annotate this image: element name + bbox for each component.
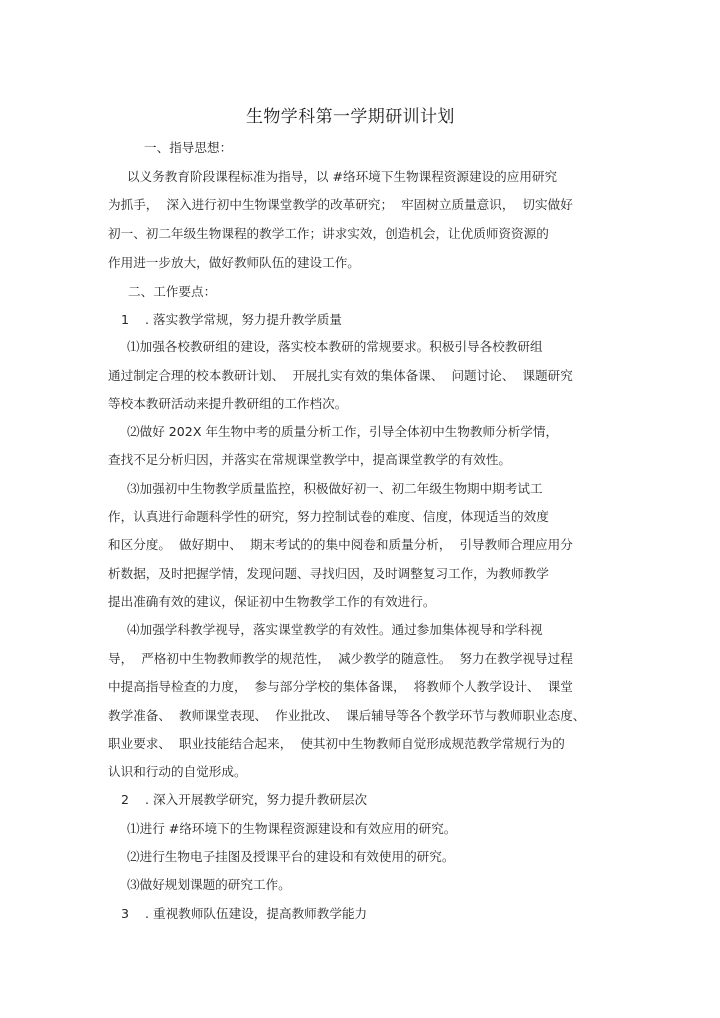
subheading-3: 3 . 重视教师队伍建设，提高教师教学能力 bbox=[121, 906, 368, 921]
paragraph-line: ⑴加强各校教研组的建设，落实校本教研的常规要求。积极引导各校教研组 bbox=[127, 339, 543, 354]
paragraph-line: ⑶做好规划课题的研究工作。 bbox=[127, 877, 291, 892]
paragraph-line: 通过制定合理的校本教研计划、 开展扎实有效的集体备课、 问题讨论、 课题研究 bbox=[108, 368, 573, 383]
paragraph-line: 析数据，及时把握学情，发现问题、寻找归因，及时调整复习工作，为教师教学 bbox=[108, 566, 549, 581]
section-heading-work-points: 二、工作要点： bbox=[128, 284, 217, 299]
paragraph-line: 和区分度。 做好期中、 期末考试的的集中阅卷和质量分析， 引导教师合理应用分 bbox=[108, 537, 573, 552]
paragraph-line: 初一、初二年级生物课程的教学工作；讲求实效，创造机会，让优质师资资源的 bbox=[108, 226, 549, 241]
paragraph-line: 导， 严格初中生物教师教学的规范性， 减少教学的随意性。 努力在教学视导过程 bbox=[108, 651, 573, 666]
paragraph-line: ⑵进行生物电子挂图及授课平台的建设和有效使用的研究。 bbox=[127, 849, 455, 864]
paragraph-line: ⑴进行 #络环境下的生物课程资源建设和有效应用的研究。 bbox=[127, 821, 457, 836]
paragraph-line: 以义务教育阶段课程标准为指导，以 #络环境下生物课程资源建设的应用研究 bbox=[127, 169, 558, 184]
paragraph-line: ⑵做好 202X 年生物中考的质量分析工作，引导全体初中生物教师分析学情， bbox=[127, 424, 559, 439]
paragraph-line: ⑶加强初中生物教学质量监控，积极做好初一、初二年级生物期中期考试工 bbox=[127, 481, 543, 496]
paragraph-line: 教学准备、 教师课堂表现、 作业批改、 课后辅导等各个教学环节与教师职业态度、 bbox=[108, 708, 586, 723]
paragraph-line: 职业要求、 职业技能结合起来， 使其初中生物教师自觉形成规范教学常规行为的 bbox=[108, 736, 565, 751]
section-heading-guiding-thought: 一、指导思想： bbox=[144, 140, 233, 155]
paragraph-line: 中提高指导检查的力度， 参与部分学校的集体备课， 将教师个人教学设计、 课堂 bbox=[108, 679, 573, 694]
paragraph-line: 等校本教研活动来提升教研组的工作档次。 bbox=[108, 396, 348, 411]
document-title: 生物学科第一学期研训计划 bbox=[246, 107, 455, 127]
paragraph-line: 作，认真进行命题科学性的研究，努力控制试卷的难度、信度，体现适当的效度 bbox=[108, 509, 549, 524]
paragraph-line: 查找不足分析归因，并落实在常规课堂教学中，提高课堂教学的有效性。 bbox=[108, 452, 511, 467]
paragraph-line: 为抓手， 深入进行初中生物课堂教学的改革研究； 牢固树立质量意识， 切实做好 bbox=[108, 197, 573, 212]
paragraph-line: ⑷加强学科教学视导，落实课堂教学的有效性。通过参加集体视导和学科视 bbox=[127, 622, 543, 637]
paragraph-line: 提出准确有效的建议，保证初中生物教学工作的有效进行。 bbox=[108, 594, 436, 609]
subheading-1: 1 . 落实教学常规，努力提升教学质量 bbox=[121, 312, 342, 327]
paragraph-line: 作用进一步放大，做好教师队伍的建设工作。 bbox=[108, 255, 360, 270]
subheading-2: 2 . 深入开展教学研究，努力提升教研层次 bbox=[121, 792, 368, 807]
paragraph-line: 认识和行动的自觉形成。 bbox=[108, 764, 247, 779]
